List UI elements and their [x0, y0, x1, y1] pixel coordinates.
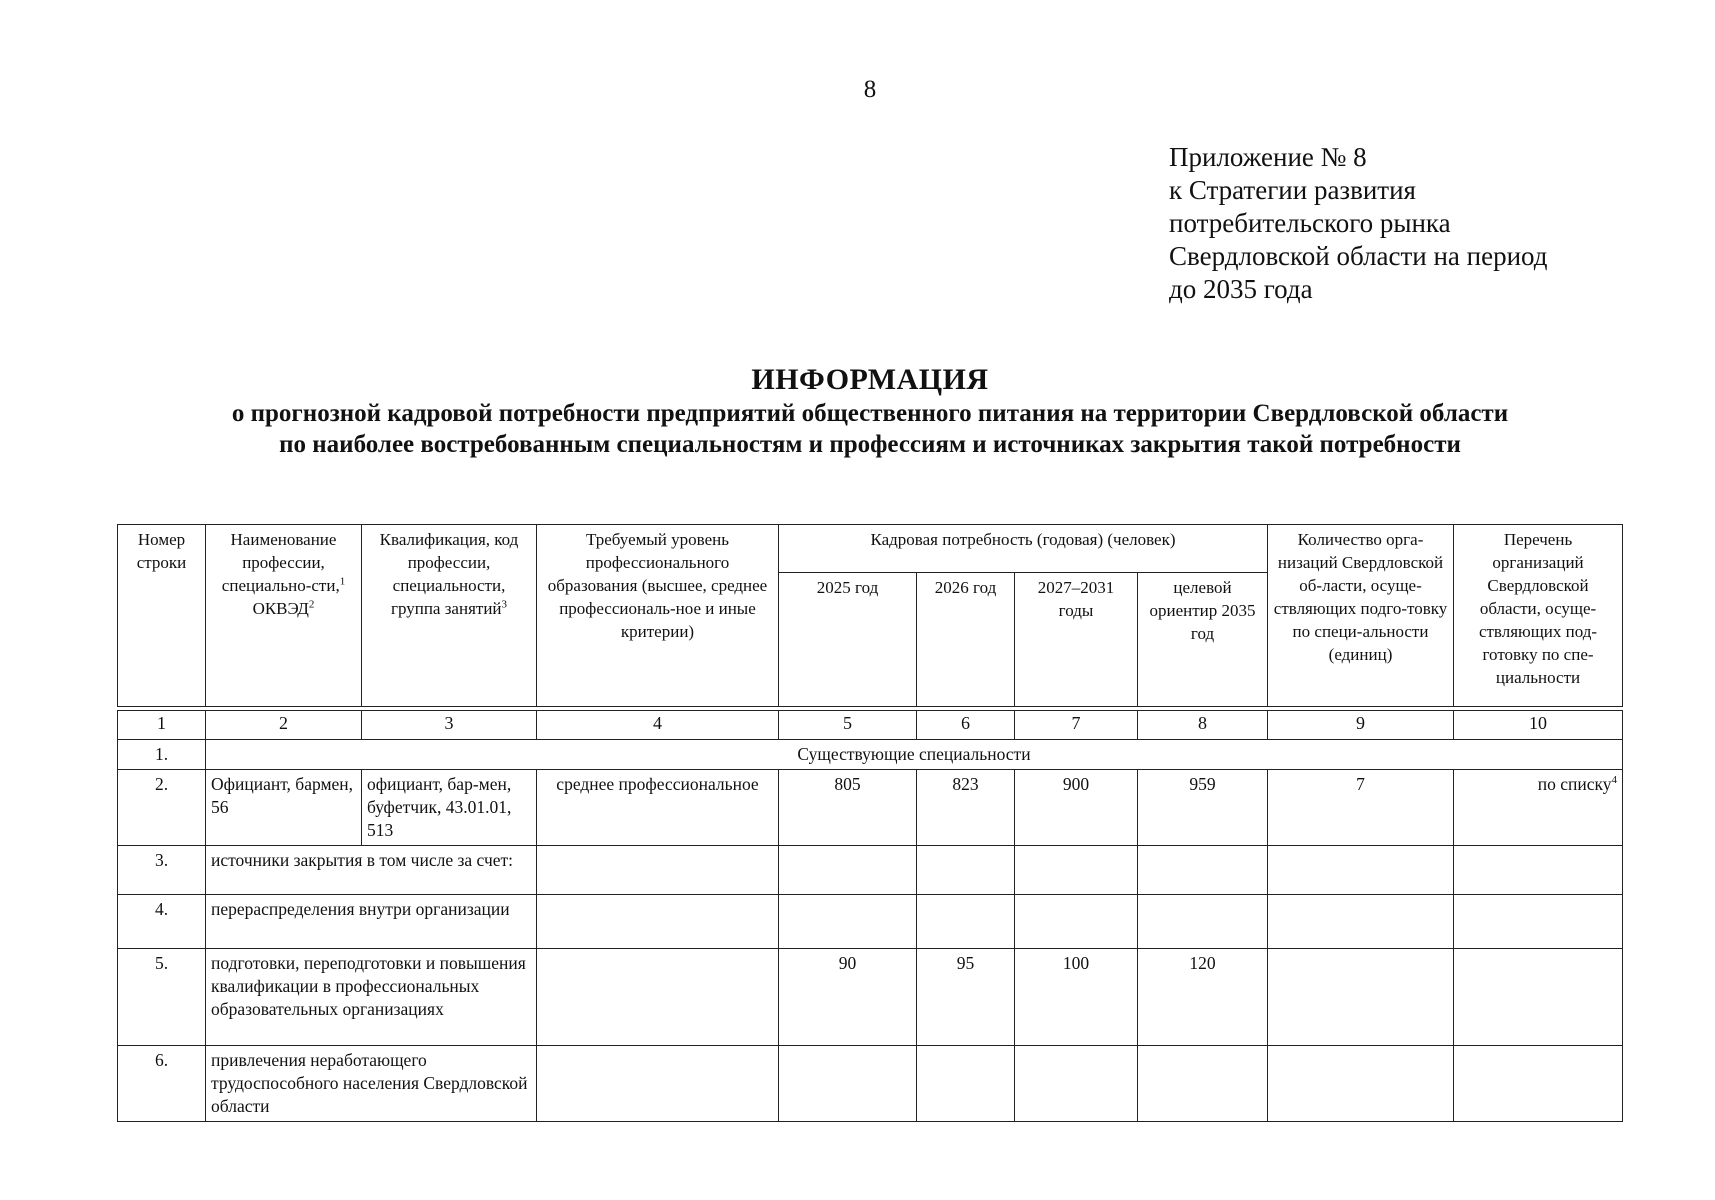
header-qualification: [362, 525, 537, 707]
header-profession: [206, 525, 362, 707]
row-number: 3.: [118, 846, 206, 895]
document-subtitle-line: о прогнозной кадровой потребности предприятий общественного питания на территории Свердловской области: [231, 400, 1509, 427]
cell-org-list: [1454, 949, 1623, 1046]
column-number: 7: [1015, 711, 1138, 740]
cell-qualification: официант, бар-мен, буфетчик, 43.01.01, 513: [362, 770, 537, 846]
column-number: 4: [537, 711, 779, 740]
cell-2025: [779, 895, 917, 949]
cell-source: подготовки, переподготовки и повышения квалификации в профессиональных образовательных организациях: [206, 949, 537, 1046]
column-number: 1: [118, 711, 206, 740]
row-number: 5.: [118, 949, 206, 1046]
column-number: 2: [206, 711, 362, 740]
cell-source: источники закрытия в том числе за счет:: [206, 846, 537, 895]
header-education: Требуемый уровень профессионального образования (высшее, среднее профессиональ-ное и иные критерии): [537, 525, 779, 707]
appendix-line: Свердловской области на период: [1169, 241, 1548, 271]
cell-2027-2031: [1015, 895, 1138, 949]
cell-target-2035: [1138, 846, 1268, 895]
table-row: [118, 846, 1623, 895]
cell-2026: [917, 1046, 1015, 1122]
appendix-line: потребительского рынка: [1169, 208, 1451, 238]
cell-org-count: [1268, 1046, 1454, 1122]
header-2025: 2025 год: [779, 573, 917, 707]
cell-2026: [917, 895, 1015, 949]
appendix-line: до 2035 года: [1169, 274, 1313, 304]
column-number: 6: [917, 711, 1015, 740]
staffing-table: [117, 524, 1622, 1122]
cell-2027-2031: [1015, 1046, 1138, 1122]
footnote-mark: 4: [1611, 774, 1618, 787]
cell-2027-2031: 100: [1015, 949, 1138, 1046]
cell-org-list: [1454, 1046, 1623, 1122]
document-subtitle-line: по наиболее востребованным специальностям и профессиям и источниках закрытия такой потребности: [279, 431, 1461, 458]
column-number: 10: [1454, 711, 1623, 740]
section-label: Существующие специальности: [206, 740, 1623, 770]
header-qualification-text: Квалификация, код профессии, специальности, группа занятий: [379, 530, 519, 618]
cell-org-list-text: по списку: [1537, 774, 1612, 794]
cell-2027-2031: 900: [1015, 770, 1138, 846]
title-block: [0, 362, 1715, 460]
row-number: 6.: [118, 1046, 206, 1122]
header-2027-2031: 2027–2031 годы: [1015, 573, 1138, 707]
section-row: [118, 740, 1623, 770]
table-row: [118, 949, 1623, 1046]
table-row: [118, 770, 1623, 846]
cell-education: [537, 846, 779, 895]
cell-org-count: [1268, 895, 1454, 949]
cell-source: привлечения неработающего трудоспособного населения Свердловской области: [206, 1046, 537, 1122]
cell-org-count: 7: [1268, 770, 1454, 846]
cell-org-count: [1268, 846, 1454, 895]
cell-education: [537, 949, 779, 1046]
header-profession-text: Наименование профессии, специально-сти,: [221, 530, 340, 595]
row-number: 2.: [118, 770, 206, 846]
header-row: [118, 525, 1623, 573]
cell-profession: Официант, бармен, 56: [206, 770, 362, 846]
cell-org-list: [1454, 770, 1623, 846]
header-org-count: Количество орга-низаций Свердловской об-ласти, осуще-ствляющих подго-товку по специ-альности (единиц): [1268, 525, 1454, 707]
header-org-list: Перечень организаций Свердловской области, осуще-ствляющих под-готовку по спе-циальности: [1454, 525, 1623, 707]
header-row-number: Номер строки: [118, 525, 206, 707]
cell-education: [537, 1046, 779, 1122]
page-number: 8: [863, 76, 877, 103]
cell-2025: 90: [779, 949, 917, 1046]
cell-target-2035: 959: [1138, 770, 1268, 846]
footnote-mark: 3: [501, 598, 508, 611]
header-profession-okved: ОКВЭД: [252, 599, 309, 618]
cell-2026: 823: [917, 770, 1015, 846]
cell-2025: 805: [779, 770, 917, 846]
cell-source: перераспределения внутри организации: [206, 895, 537, 949]
column-number: 8: [1138, 711, 1268, 740]
column-number-row: [118, 711, 1623, 740]
header-demand-group: Кадровая потребность (годовая) (человек): [779, 525, 1268, 573]
appendix-note: [1169, 141, 1548, 306]
cell-2027-2031: [1015, 846, 1138, 895]
column-number: 3: [362, 711, 537, 740]
header-target-2035: целевой ориентир 2035 год: [1138, 573, 1268, 707]
cell-education: [537, 895, 779, 949]
cell-2026: [917, 846, 1015, 895]
footnote-mark: 1: [339, 575, 346, 588]
cell-org-list: [1454, 895, 1623, 949]
footnote-mark: 2: [308, 598, 315, 611]
document-title: ИНФОРМАЦИЯ: [751, 363, 989, 396]
cell-target-2035: [1138, 895, 1268, 949]
cell-org-list: [1454, 846, 1623, 895]
row-number: 4.: [118, 895, 206, 949]
cell-education: среднее профессиональное: [537, 770, 779, 846]
column-number: 5: [779, 711, 917, 740]
table-row: [118, 1046, 1623, 1122]
cell-org-count: [1268, 949, 1454, 1046]
header-2026: 2026 год: [917, 573, 1015, 707]
row-number: 1.: [118, 740, 206, 770]
appendix-line: к Стратегии развития: [1169, 175, 1416, 205]
column-number: 9: [1268, 711, 1454, 740]
cell-2026: 95: [917, 949, 1015, 1046]
cell-target-2035: 120: [1138, 949, 1268, 1046]
appendix-line: Приложение № 8: [1169, 142, 1367, 172]
cell-target-2035: [1138, 1046, 1268, 1122]
cell-2025: [779, 1046, 917, 1122]
cell-2025: [779, 846, 917, 895]
table-row: [118, 895, 1623, 949]
